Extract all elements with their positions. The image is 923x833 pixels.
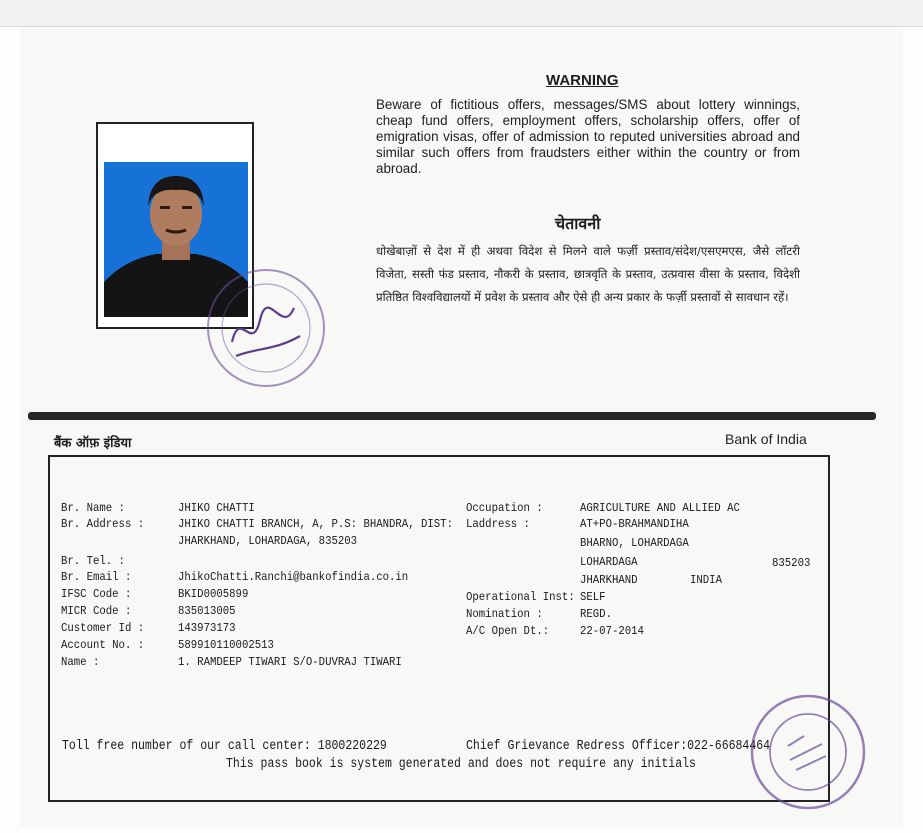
photo-frame-tab (96, 122, 254, 154)
branch-address-value: JHIKO CHATTI BRANCH, A, P.S: BHANDRA, DIST: (178, 517, 453, 531)
divider-bar (28, 412, 876, 420)
hindi-warning-title: चेतावनी (555, 214, 601, 233)
account-holder-name-value: 1. RAMDEEP TIWARI S/O-DUVRAJ TIWARI (178, 655, 402, 669)
customer-id-value: 143973173 (178, 621, 236, 635)
branch-email-value: JhikoChatti.Ranchi@bankofindia.co.in (178, 570, 409, 584)
field-label: Br. Address : (61, 517, 145, 531)
field-label: Name : (61, 655, 100, 669)
holder-country: INDIA (690, 573, 722, 587)
account-number-value: 589910110002513 (178, 638, 274, 652)
branch-address-value-2: JHARKHAND, LOHARDAGA, 835203 (178, 534, 358, 548)
open-date-value: 22-07-2014 (580, 624, 644, 638)
field-label: IFSC Code : (61, 587, 132, 601)
holder-address-line-3: LOHARDAGA (580, 555, 638, 569)
ifsc-value: BKID0005899 (178, 587, 249, 601)
field-label: Br. Tel. : (61, 554, 125, 568)
hindi-warning-text: धोखेबाज़ों से देश में ही अथवा विदेश से मिलने वाले फर्ज़ी प्रस्ताव/संदेश/एसएमएस, जैसे लॉटरी विजेता, सस्ती फंड प्रस्ताव, नौकरी के प्रस्ताव, छात्रवृति के प्रस्ताव, उत्प्रवास वीसा के प्रस्ताव, विदेशी प्रतिष्ठित विश्वविद्यालयों में प्रवेश के प्रस्ताव और ऐसे ही अन्य प्रकार के फर्ज़ी प्रस्तावों से सावधान रहें। (376, 244, 800, 304)
branch-name-value: JHIKO CHATTI (178, 501, 255, 515)
field-label: Customer Id : (61, 621, 145, 635)
micr-value: 835013005 (178, 604, 236, 618)
field-label: Br. Name : (61, 501, 125, 515)
holder-pin: 835203 (772, 556, 811, 570)
bank-branch-stamp (730, 686, 880, 816)
operational-inst-value: SELF (580, 590, 606, 604)
tollfree-number: Toll free number of our call center: 1800220229 (62, 739, 387, 754)
warning-title: WARNING (546, 72, 619, 89)
field-label: Occupation : (466, 501, 543, 515)
occupation-value: AGRICULTURE AND ALLIED AC (580, 501, 740, 515)
branch-seal-stamp (196, 258, 326, 398)
field-label: MICR Code : (61, 604, 132, 618)
nomination-value: REGD. (580, 607, 612, 621)
field-label: Nomination : (466, 607, 543, 621)
holder-address-line-4: JHARKHAND (580, 573, 638, 587)
viewer-top-bar (0, 0, 923, 27)
field-label: Account No. : (61, 638, 145, 652)
bank-name-hindi: बैंक ऑफ़ इंडिया (54, 436, 132, 451)
system-generated-note: This pass book is system generated and does not require any initials (226, 757, 696, 772)
field-label: Operational Inst: (466, 590, 575, 604)
holder-address-line-1: AT+PO-BRAHMANDIHA (580, 517, 689, 531)
field-label: Br. Email : (61, 570, 132, 584)
field-label: A/C Open Dt.: (466, 624, 550, 638)
warning-text: Beware of fictitious offers, messages/SMS about lottery winnings, cheap fund offers, employment offers, scholarship offers, offer of emigration visas, offer of admission to reputed universities abroad and similar such offers from fraudsters either within the country or from abroad. (376, 97, 800, 176)
bank-name-english: Bank of India (725, 431, 807, 447)
grievance-officer: Chief Grievance Redress Officer:022-66684464 (466, 739, 771, 754)
holder-address-line-2: BHARNO, LOHARDAGA (580, 536, 689, 550)
field-label: Laddress : (466, 517, 530, 531)
